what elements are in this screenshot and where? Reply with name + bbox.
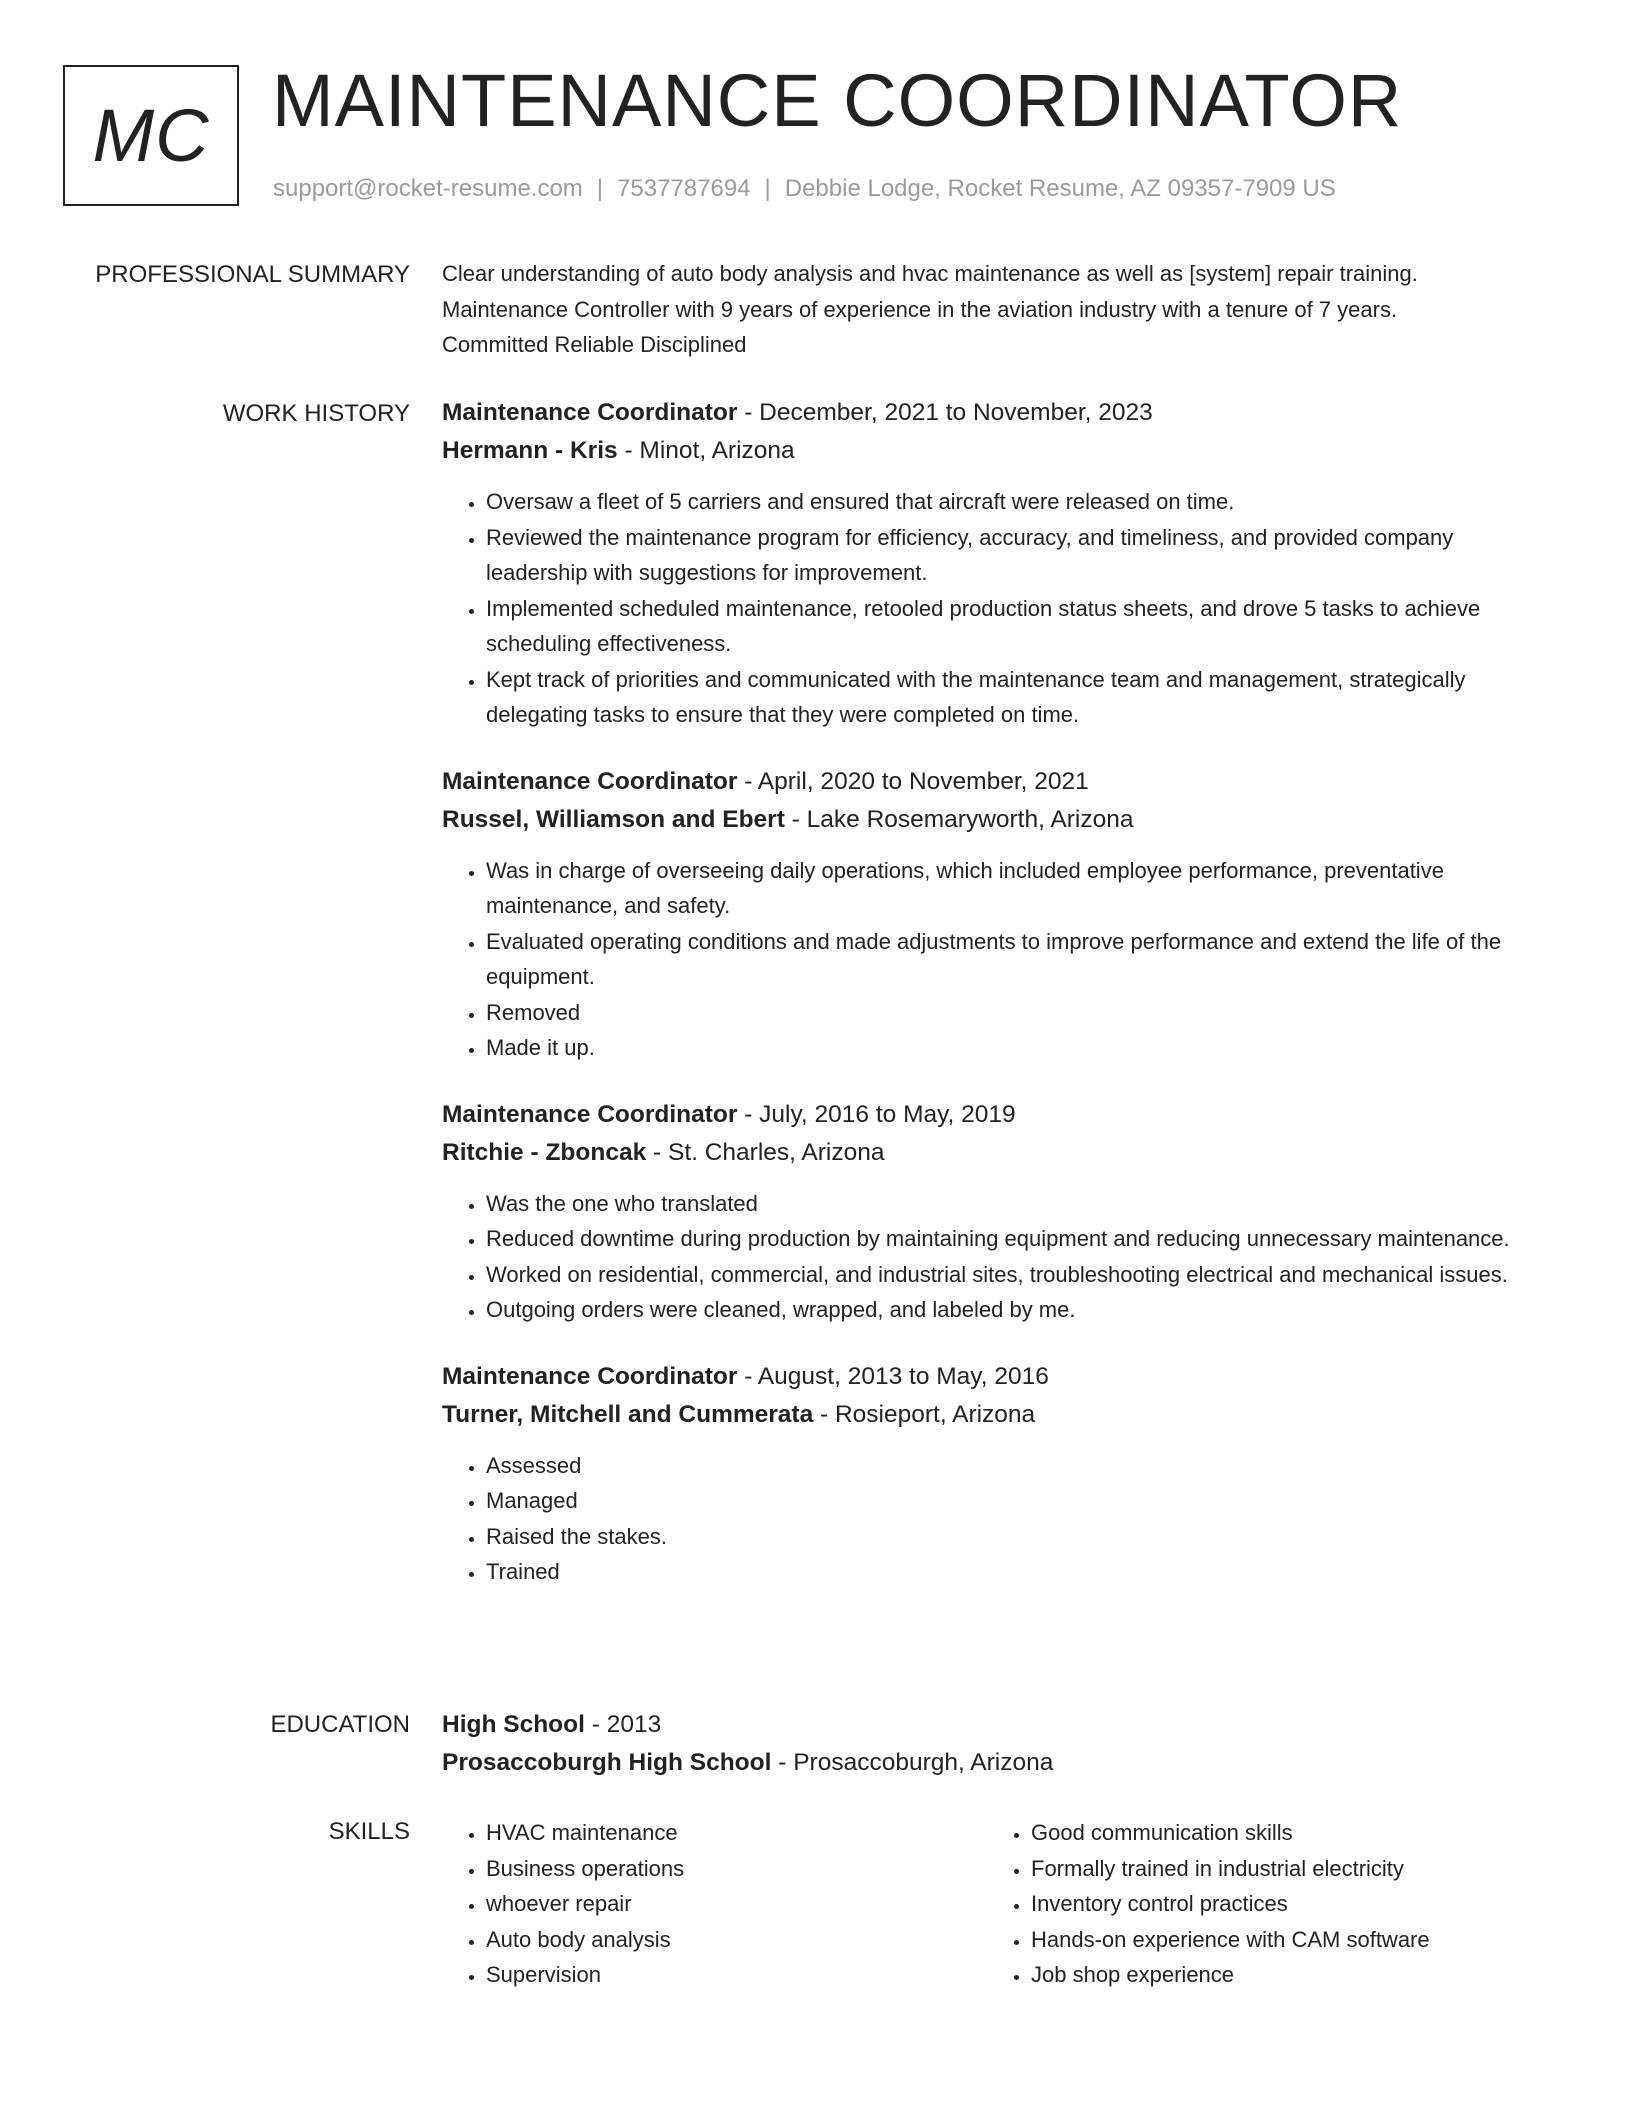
contact-address: Debbie Lodge, Rocket Resume, AZ 09357-7909 US (784, 175, 1336, 202)
job-title-line (442, 394, 1560, 432)
section-label-summary: PROFESSIONAL SUMMARY (95, 261, 410, 288)
skill-item: • HVAC maintenance (486, 1815, 987, 1851)
job-bullet: • Assessed (486, 1448, 1560, 1484)
job-title: Maintenance Coordinator (442, 1100, 738, 1128)
job-company: Hermann - Kris (442, 437, 618, 464)
job-location: - Minot, Arizona (617, 437, 795, 464)
job-location: - Lake Rosemaryworth, Arizona (784, 805, 1134, 833)
job-bullet: • Oversaw a fleet of 5 carriers and ensured that aircraft were released on time. (486, 484, 1560, 520)
skill-item: • Hands-on experience with CAM software (1031, 1922, 1532, 1958)
job-bullet: • Worked on residential, commercial, and industrial sites, troubleshooting electrical and mechanical issues. (486, 1257, 1560, 1293)
job-bullets (442, 1448, 1560, 1590)
skill-item: • Supervision (486, 1957, 987, 1993)
job-title-line (442, 763, 1560, 801)
job-bullet: • Made it up. (486, 1030, 1560, 1066)
resume-title: MAINTENANCE COORDINATOR (272, 59, 1403, 142)
skill-item: • Job shop experience (1031, 1957, 1532, 1993)
skills-bullets (442, 1815, 987, 1993)
contact-separator: | (596, 175, 604, 202)
job-dates: - August, 2013 to May, 2016 (737, 1362, 1049, 1390)
job-title: Maintenance Coordinator (442, 1362, 738, 1390)
job-title: Maintenance Coordinator (442, 767, 738, 795)
job-dates: - December, 2021 to November, 2023 (737, 399, 1153, 426)
contact-phone: 7537787694 (617, 175, 751, 202)
monogram-logo: MC (63, 65, 239, 206)
job-bullet: • Trained (486, 1554, 1560, 1590)
job-location: - Rosieport, Arizona (813, 1400, 1036, 1428)
job-bullets (442, 1186, 1560, 1328)
summary-line: Clear understanding of auto body analysis and hvac maintenance as well as [system] repair training. (442, 261, 1418, 286)
job-bullet: • Reviewed the maintenance program for efficiency, accuracy, and timeliness, and provided company leadership with suggestions for improvement. (486, 520, 1560, 591)
job-bullet: • Reduced downtime during production by maintaining equipment and reducing unnecessary maintenance. (486, 1221, 1560, 1257)
skill-item: • Business operations (486, 1851, 987, 1887)
job-bullet: • Raised the stakes. (486, 1519, 1560, 1555)
job-bullets (442, 484, 1560, 733)
job-bullet: • Evaluated operating conditions and made adjustments to improve performance and extend the life of the equipment. (486, 924, 1560, 995)
contact-email: support@rocket-resume.com (273, 175, 583, 202)
job-company-line (442, 1396, 1560, 1434)
job-bullet: • Was the one who translated (486, 1186, 1560, 1222)
contact-line (273, 172, 1336, 206)
skills-column-right (987, 1815, 1532, 1993)
job-company: Ritchie - Zboncak (442, 1138, 647, 1166)
job-company: Turner, Mitchell and Cummerata (442, 1400, 814, 1428)
education-year: - 2013 (584, 1711, 662, 1738)
job-entry (442, 1358, 1560, 1590)
skills-bullets (987, 1815, 1532, 1993)
contact-separator: | (764, 175, 771, 202)
job-location: - St. Charles, Arizona (646, 1138, 885, 1166)
job-bullet: • Managed (486, 1483, 1560, 1519)
job-title-line (442, 1358, 1560, 1396)
job-company-line (442, 1134, 1560, 1172)
education-degree: High School (442, 1711, 585, 1738)
summary-text (442, 256, 1560, 363)
skill-item: • Formally trained in industrial electricity (1031, 1851, 1532, 1887)
education-entry (442, 1706, 1560, 1782)
job-bullet: • Implemented scheduled maintenance, retooled production status sheets, and drove 5 tasks to achieve scheduling effectiveness. (486, 591, 1560, 662)
job-title: Maintenance Coordinator (442, 399, 738, 426)
education-school: Prosaccoburgh High School (442, 1749, 772, 1776)
skills-column-left (442, 1815, 987, 1993)
section-label-education: EDUCATION (270, 1711, 410, 1738)
job-bullet: • Kept track of priorities and communicated with the maintenance team and management, strategically delegating tasks to ensure that they were completed on time. (486, 662, 1560, 733)
job-entry (442, 763, 1560, 1066)
job-bullets (442, 853, 1560, 1066)
job-bullet: • Outgoing orders were cleaned, wrapped, and labeled by me. (486, 1292, 1560, 1328)
job-company-line (442, 801, 1560, 839)
skill-item: • Auto body analysis (486, 1922, 987, 1958)
job-entry (442, 394, 1560, 733)
job-dates: - July, 2016 to May, 2019 (737, 1100, 1016, 1128)
job-company-line (442, 432, 1560, 470)
skills-list (442, 1815, 1560, 1993)
job-bullet: • Was in charge of overseeing daily operations, which included employee performance, preventative maintenance, and safety. (486, 853, 1560, 924)
job-company: Russel, Williamson and Ebert (442, 805, 785, 833)
summary-line: Maintenance Controller with 9 years of experience in the aviation industry with a tenure of 7 years. (442, 296, 1398, 322)
section-label-work-history: WORK HISTORY (222, 400, 410, 427)
education-location: - Prosaccoburgh, Arizona (771, 1749, 1054, 1776)
education-degree-line (442, 1706, 1560, 1744)
job-bullet: • Removed (486, 995, 1560, 1031)
education-school-line (442, 1744, 1560, 1782)
skill-item: • Good communication skills (1031, 1815, 1532, 1851)
skill-item: • whoever repair (486, 1886, 987, 1922)
summary-line: Committed Reliable Disciplined (442, 332, 747, 357)
job-dates: - April, 2020 to November, 2021 (737, 767, 1089, 795)
job-entry (442, 1096, 1560, 1328)
skill-item: • Inventory control practices (1031, 1886, 1532, 1922)
section-label-skills: SKILLS (328, 1818, 410, 1845)
work-history-list (442, 394, 1560, 1620)
job-title-line (442, 1096, 1560, 1134)
